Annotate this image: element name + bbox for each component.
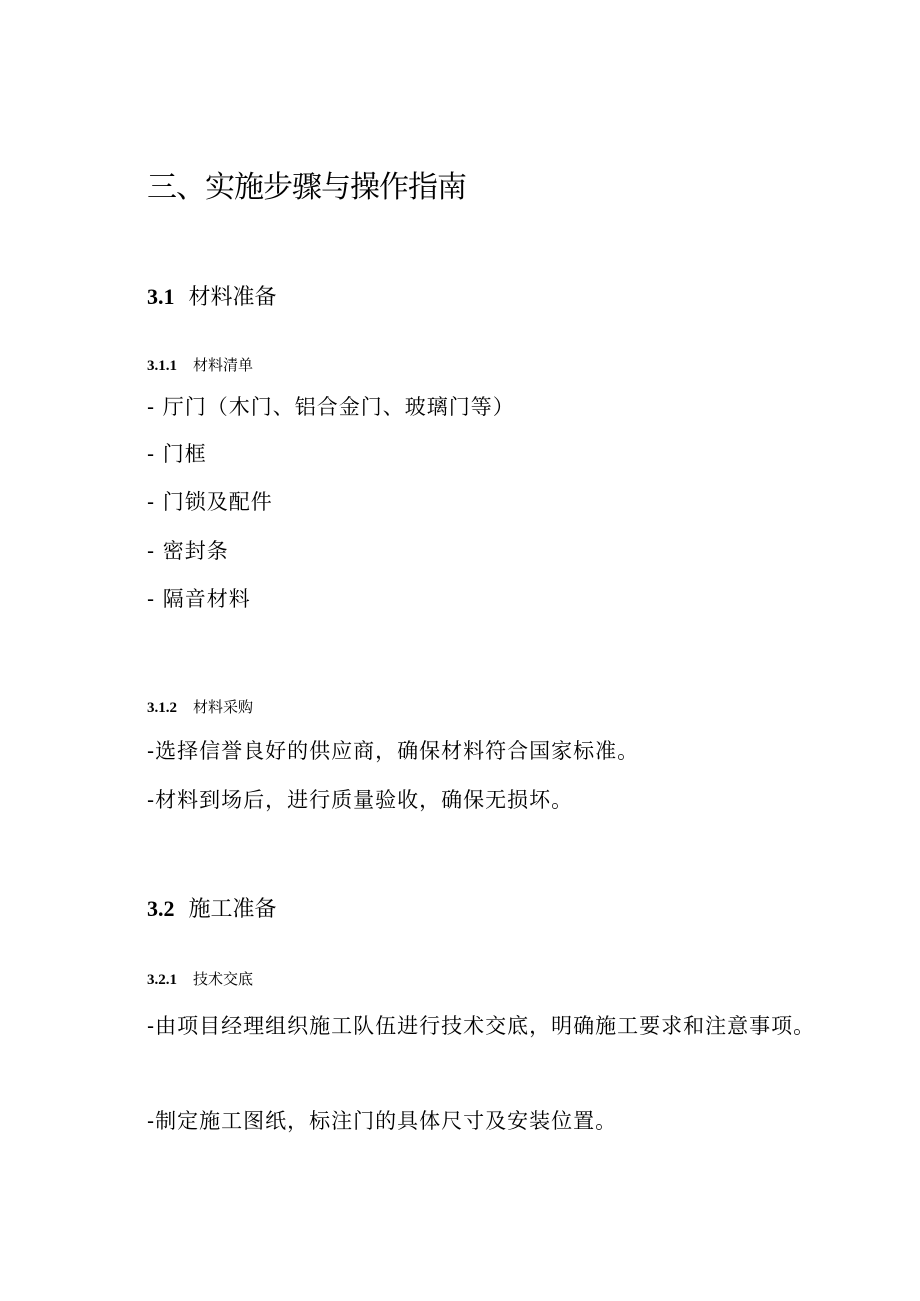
subsection-title: 材料清单 — [193, 356, 254, 374]
section-number: 3.2 — [147, 896, 175, 921]
list-item: - 厅门（木门、铝合金门、玻璃门等） — [147, 395, 515, 419]
list-item: - 门框 — [147, 442, 207, 466]
list-item: - 隔音材料 — [147, 587, 251, 611]
subsection-number: 3.2.1 — [147, 972, 177, 988]
subsection-number: 3.1.2 — [147, 700, 177, 716]
paragraph: -选择信誉良好的供应商，确保材料符合国家标准。 — [147, 739, 640, 763]
list-item: - 门锁及配件 — [147, 490, 273, 514]
subsection-heading-3-1-1 — [147, 355, 253, 376]
section-number: 3.1 — [147, 284, 175, 309]
section-heading-3-2 — [147, 894, 277, 925]
subsection-heading-3-1-2 — [147, 697, 253, 718]
subsection-title: 材料采购 — [193, 698, 254, 716]
section-title: 材料准备 — [188, 285, 277, 310]
section-heading-3-1 — [147, 282, 277, 313]
section-title: 施工准备 — [188, 897, 277, 922]
subsection-title: 技术交底 — [193, 970, 254, 988]
paragraph: -制定施工图纸，标注门的具体尺寸及安装位置。 — [147, 1109, 618, 1133]
paragraph: -材料到场后，进行质量验收，确保无损坏。 — [147, 788, 574, 812]
list-item: - 密封条 — [147, 539, 229, 563]
subsection-number: 3.1.1 — [147, 358, 177, 374]
subsection-heading-3-2-1 — [147, 969, 253, 990]
chapter-title: 三、实施步骤与操作指南 — [147, 170, 466, 205]
paragraph: -由项目经理组织施工队伍进行技术交底，明确施工要求和注意事项。 — [147, 1014, 816, 1038]
